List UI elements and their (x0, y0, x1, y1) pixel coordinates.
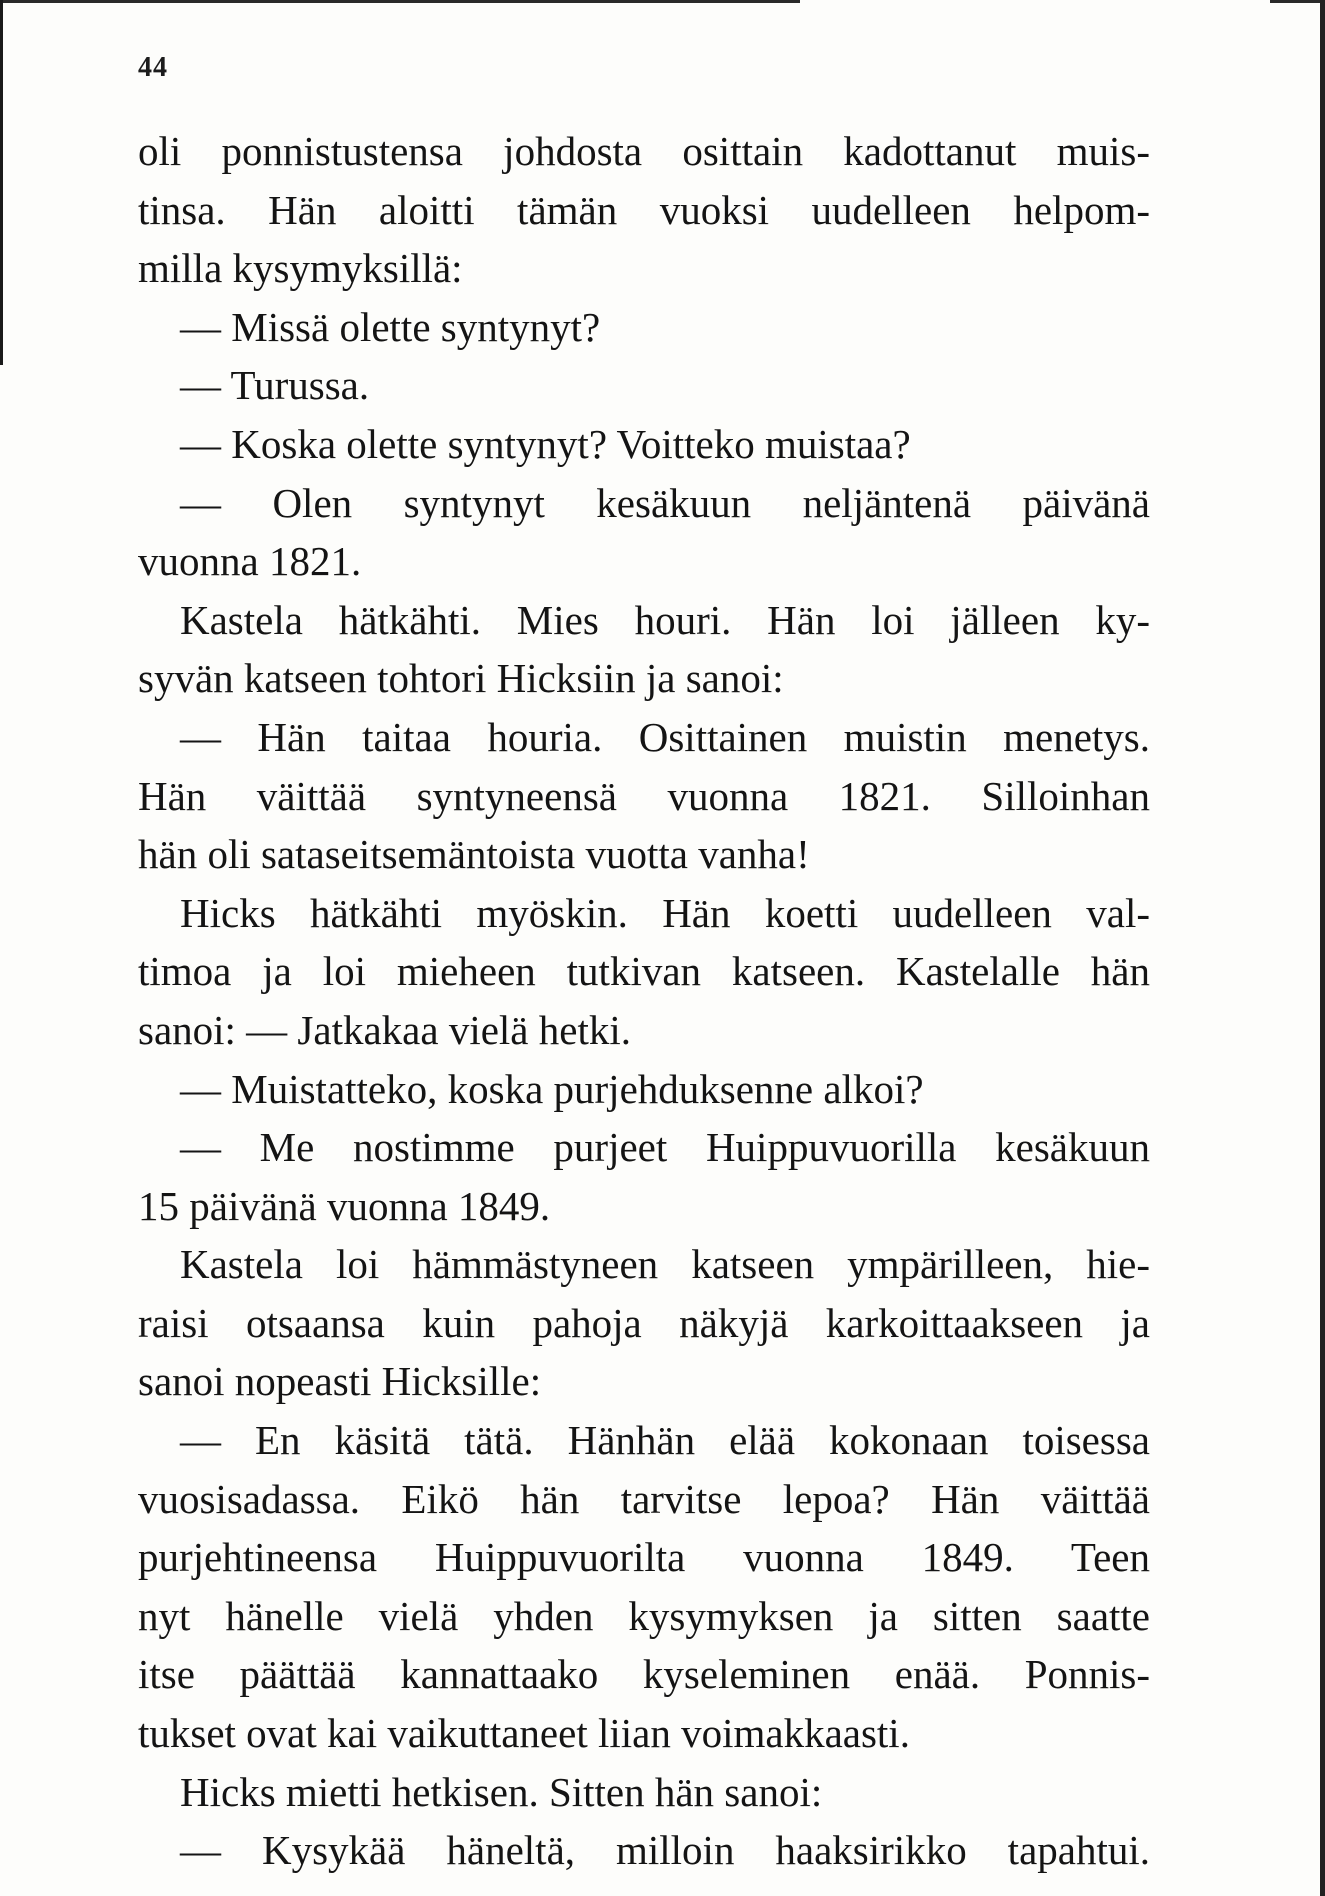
text-line: milla kysymyksillä: (138, 245, 463, 292)
text-line: vuonna 1821. (138, 538, 362, 585)
text-line: — Muistatteko, koska purjehduksenne alkoi? (180, 1065, 924, 1112)
text-line: nyt hänelle vielä yhden kysymyksen ja sitten saatte (138, 1592, 1150, 1639)
text-line: — Olen syntynyt kesäkuun neljäntenä päivänä (180, 479, 1150, 526)
text-line: raisi otsaansa kuin pahoja näkyjä karkoittaakseen ja (138, 1299, 1150, 1346)
text-line: — Koska olette syntynyt? Voitteko muistaa? (180, 420, 911, 467)
text-line: Hicks hätkähti myöskin. Hän koetti uudelleen val- (180, 889, 1150, 936)
text-line: Hän väittää syntyneensä vuonna 1821. Silloinhan (138, 772, 1150, 819)
text-line: oli ponnistustensa johdosta osittain kadottanut muis- (138, 128, 1150, 174)
text-line: Kastela loi hämmästyneen katseen ympärilleen, hie- (180, 1241, 1150, 1288)
page-number: 44 (138, 52, 168, 83)
text-line: — Turussa. (180, 362, 370, 409)
text-line: sanoi: — Jatkakaa vielä hetki. (138, 1006, 631, 1053)
text-line: purjehtineensa Huippuvuorilta vuonna 1849. Teen (138, 1534, 1150, 1581)
text-line: Hicks mietti hetkisen. Sitten hän sanoi: (180, 1768, 823, 1815)
text-line: — Missä olette syntynyt? (180, 303, 601, 350)
text-line: — Kysykää häneltä, milloin haaksirikko tapahtui. (180, 1827, 1150, 1874)
page-left-edge (0, 0, 3, 365)
text-line: — En käsitä tätä. Hänhän elää kokonaan toisessa (180, 1417, 1150, 1464)
text-line: tukset ovat kai vaikuttaneet liian voimakkaasti. (138, 1710, 910, 1757)
text-line: itse päättää kannattaako kyseleminen enää. Ponnis- (138, 1651, 1150, 1698)
text-line: vuosisadassa. Eikö hän tarvitse lepoa? Hän väittää (138, 1475, 1150, 1522)
page-top-edge-gap (800, 0, 1270, 3)
text-line: Kastela hätkähti. Mies houri. Hän loi jälleen ky- (180, 596, 1150, 643)
text-line: — Me nostimme purjeet Huippuvuorilla kesäkuun (180, 1124, 1150, 1171)
text-line: sanoi nopeasti Hicksille: (138, 1358, 542, 1405)
text-line: — Hän taitaa houria. Osittainen muistin menetys. (180, 713, 1150, 760)
text-line: 15 päivänä vuonna 1849. (138, 1182, 551, 1229)
text-line: tinsa. Hän aloitti tämän vuoksi uudelleen helpom- (138, 186, 1150, 233)
text-line: hän oli sataseitsemäntoista vuotta vanha! (138, 831, 810, 878)
body-text (138, 122, 1150, 1880)
page-right-edge (1320, 0, 1325, 1896)
text-line: timoa ja loi mieheen tutkivan katseen. Kastelalle hän (138, 948, 1150, 995)
text-line: syvän katseen tohtori Hicksiin ja sanoi: (138, 655, 784, 702)
